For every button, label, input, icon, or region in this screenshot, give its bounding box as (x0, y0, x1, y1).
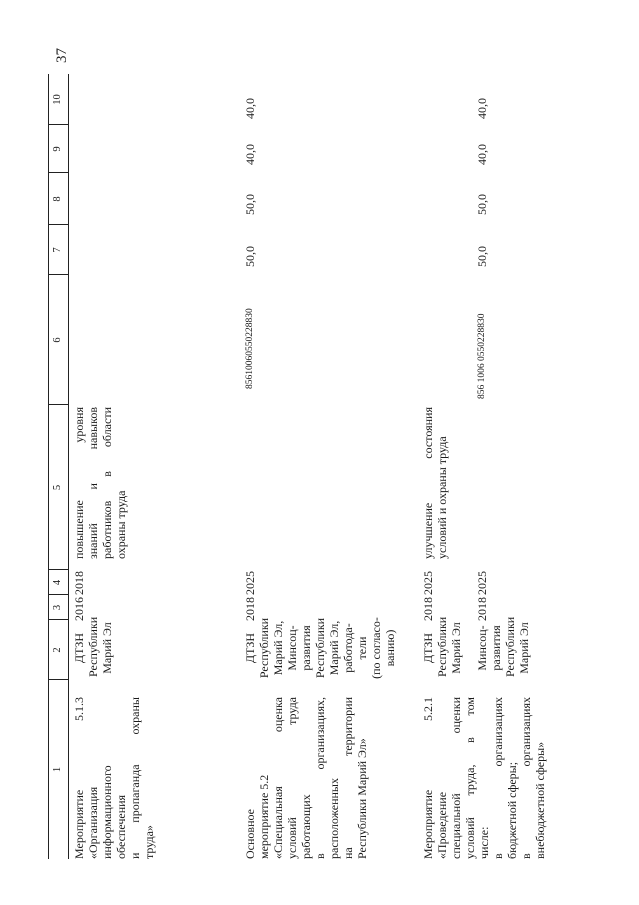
page-number: 37 (54, 48, 70, 63)
table-row-activity: Мероприятие 5.2.1 «Проведение специальной оценки условий труда, в том числе: в организациях бюджетной сферы; в организациях внебюджетной сферы» (421, 697, 547, 859)
table-row-value-9: 40,0 (475, 144, 489, 165)
table-row-executor: Минсоц- развития Республики Марий Эл (475, 616, 531, 677)
table-row-end-year: 2018 (72, 571, 86, 595)
table-row-budget-code: 856100605502288З0 (245, 308, 255, 389)
table-row-result: повышение уровня знаний и навыков работников в области охраны труда (72, 407, 128, 559)
table-row-start-year: 2018 (243, 597, 257, 621)
table-row-end-year: 2025 (421, 571, 435, 595)
table-top-rule (48, 74, 49, 859)
table-row-value-10: 40,0 (475, 98, 489, 119)
table-row-end-year: 2025 (243, 571, 257, 595)
table-row-end-year: 2025 (475, 571, 489, 595)
table-row-executor: ДТЗН Республики Марий Эл (421, 616, 463, 677)
header-divider (48, 172, 68, 173)
header-bottom-rule (68, 74, 69, 859)
col-header-6: 6 (52, 337, 63, 343)
col-header-7: 7 (52, 247, 63, 253)
header-divider (48, 124, 68, 125)
table-row-executor: ДТЗН Республики Марий Эл, Минсоц- развития Республики Марий Эл, работода- тели (по согласо- ванию) (243, 617, 397, 679)
table-row-activity: Основное мероприятие 5.2 «Специальная оценка условий труда работающих в организациях, расположенных на территории Республики Марий Эл» (243, 697, 369, 859)
header-divider (48, 404, 68, 405)
table-row-activity: Мероприятие 5.1.3 «Организация информационного обеспечения и пропаганда охраны труда» (72, 697, 156, 859)
table-row-value-10: 40,0 (243, 98, 257, 119)
col-header-1: 1 (52, 766, 63, 773)
col-header-3: 3 (52, 604, 63, 611)
col-header-4: 4 (52, 579, 63, 586)
header-divider (48, 224, 68, 225)
header-divider (48, 594, 68, 595)
table-row-value-8: 50,0 (243, 194, 257, 215)
col-header-5: 5 (52, 484, 63, 491)
table-row-value-7: 50,0 (243, 246, 257, 267)
header-divider (48, 274, 68, 275)
table-row-start-year: 2016 (72, 597, 86, 621)
table-row-start-year: 2018 (475, 597, 489, 621)
table-row-start-year: 2018 (421, 597, 435, 621)
table-row-budget-code: 856 1006 0550228830 (477, 313, 487, 399)
header-divider (48, 569, 68, 570)
header-divider (48, 619, 68, 620)
table-row-value-9: 40,0 (243, 144, 257, 165)
table-row-result: улучшение состояния условий и охраны труда (421, 407, 449, 559)
col-header-8: 8 (52, 196, 63, 202)
col-header-10: 10 (52, 94, 63, 105)
col-header-9: 9 (52, 146, 63, 152)
header-divider (48, 679, 68, 680)
col-header-2: 2 (52, 647, 63, 653)
table-row-value-7: 50,0 (475, 246, 489, 267)
table-row-executor: ДТЗН Республики Марий Эл (72, 616, 114, 677)
table-row-value-8: 50,0 (475, 194, 489, 215)
